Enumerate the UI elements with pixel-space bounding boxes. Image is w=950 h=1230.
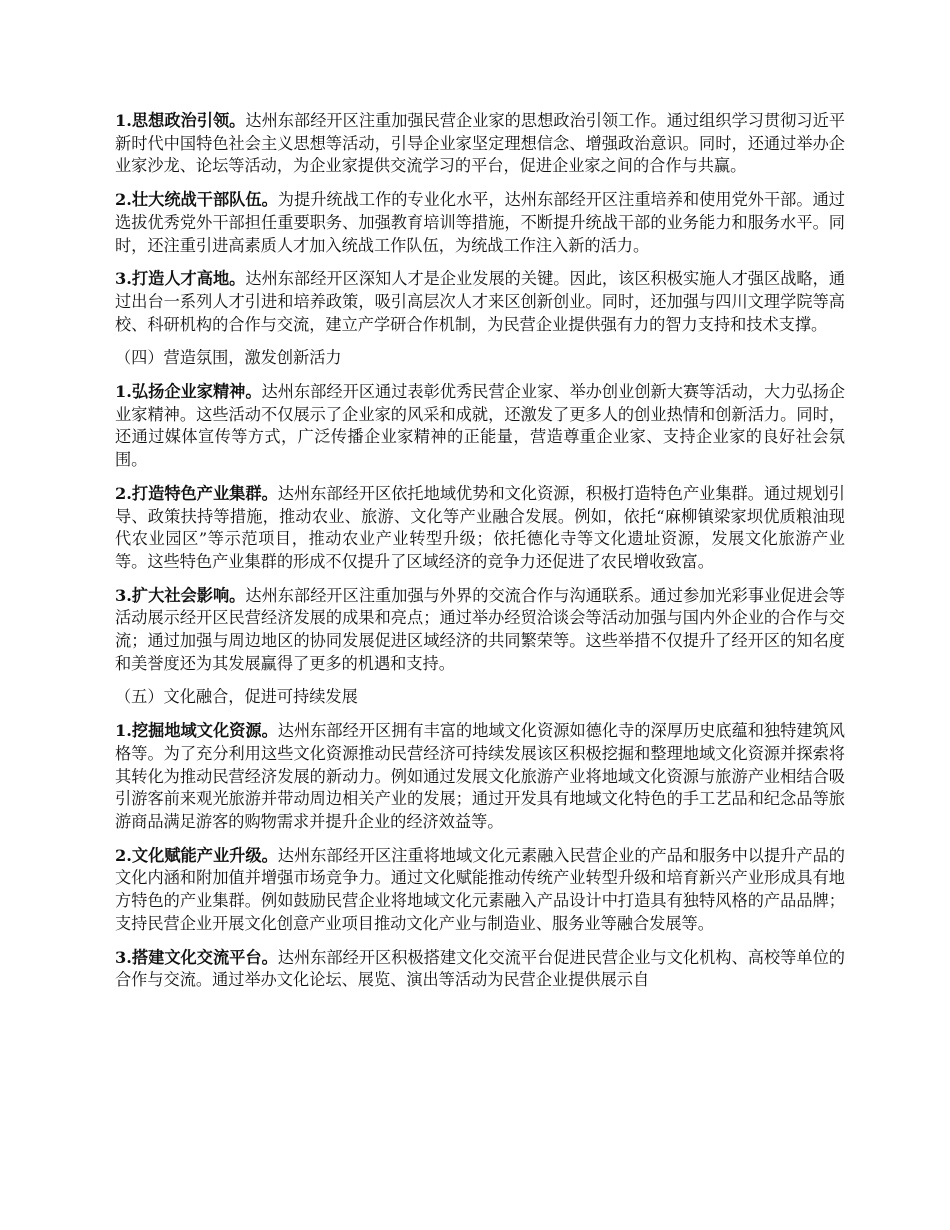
paragraph-text: 达州东部经开区注重将地域文化元素融入民营企业的产品和服务中以提升产品的文化内涵和附加值并增强市场竞争力。通过文化赋能推动传统产业转型升级和培育新兴产业形成具有地方特色的产业集群。例如鼓励民营企业将地域文化元素融入产品设计中打造具有独特风格的产品品牌；支持民营企业开展文化创意产业项目推动文化产业与制造业、服务业等融合发展等。 — [115, 845, 845, 933]
paragraph-entrepreneur-spirit — [115, 381, 845, 472]
paragraph-talent-highland — [115, 268, 845, 336]
paragraph-lead: 2.打造特色产业集群。 — [115, 483, 278, 503]
paragraph-text: 达州东部经开区深知人才是企业发展的关键。因此，该区积极实施人才强区战略，通过出台一系列人才引进和培养政策，吸引高层次人才来区创新创业。同时，还加强与四川文理学院等高校、科研机构的合作与交流，建立产学研合作机制，为民营企业提供强有力的智力支持和技术支撑。 — [115, 269, 846, 334]
paragraph-lead: 2.壮大统战干部队伍。 — [115, 190, 278, 210]
section-heading-4: （四）营造氛围，激发创新活力 — [115, 348, 342, 368]
paragraph-industry-cluster — [115, 483, 845, 574]
paragraph-lead: 1.挖掘地域文化资源。 — [115, 721, 278, 741]
paragraph-text: 达州东部经开区拥有丰富的地域文化资源如德化寺的深厚历史底蕴和独特建筑风格等。为了充分利用这些文化资源推动民营经济可持续发展该区积极挖掘和整理地域文化资源并探索将其转化为推动民营经济发展的新动力。例如通过发展文化旅游产业将地域文化资源与旅游产业相结合吸引游客前来观光旅游并带动周边相关产业的发展；通过开发具有地域文化特色的手工艺品和纪念品等旅游商品满足游客的购物需求并提升企业的经济效益等。 — [115, 721, 845, 831]
paragraph-text: 为提升统战工作的专业化水平，达州东部经开区注重培养和使用党外干部。通过选拔优秀党外干部担任重要职务、加强教育培训等措施，不断提升统战干部的业务能力和服务水平。同时，还注重引进高素质人才加入统战工作队伍，为统战工作注入新的活力。 — [115, 190, 845, 255]
paragraph-text: 达州东部经开区依托地域优势和文化资源，积极打造特色产业集群。通过规划引导、政策扶持等措施，推动农业、旅游、文化等产业融合发展。例如，依托“麻柳镇梁家坝优质粮油现代农业园区”等示范项目，推动农业产业转型升级；依托德化寺等文化遗址资源，发展文化旅游产业等。这些特色产业集群的形成不仅提升了区域经济的竞争力还促进了农民增收致富。 — [115, 483, 845, 571]
paragraph-lead: 1.弘扬企业家精神。 — [115, 382, 262, 402]
paragraph-regional-culture — [115, 720, 845, 834]
paragraph-text: 达州东部经开区注重加强民营企业家的思想政治引领工作。通过组织学习贯彻习近平新时代中国特色社会主义思想等活动，引导企业家坚定理想信念、增强政治意识。同时，还通过举办企业家沙龙、论坛等活动，为企业家提供交流学习的平台，促进企业家之间的合作与共赢。 — [115, 111, 846, 176]
section-heading-5: （五）文化融合，促进可持续发展 — [115, 687, 358, 707]
paragraph-text: 达州东部经开区注重加强与外界的交流合作与沟通联系。通过参加光彩事业促进会等活动展示经开区民营经济发展的成果和亮点；通过举办经贸洽谈会等活动加强与国内外企业的合作与交流；通过加强与周边地区的协同发展促进区域经济的共同繁荣等。这些举措不仅提升了经开区的知名度和美誉度还为其发展赢得了更多的机遇和支持。 — [115, 585, 846, 673]
paragraph-united-front-cadres — [115, 189, 845, 257]
paragraph-social-influence — [115, 585, 845, 676]
paragraph-lead: 2.文化赋能产业升级。 — [115, 845, 278, 865]
paragraph-culture-exchange — [115, 947, 845, 992]
document-body — [115, 110, 845, 1003]
paragraph-culture-empowerment — [115, 845, 845, 936]
paragraph-text: 达州东部经开区积极搭建文化交流平台促进民营企业与文化机构、高校等单位的合作与交流。通过举办文化论坛、展览、演出等活动为民营企业提供展示自 — [115, 947, 845, 990]
paragraph-lead: 3.搭建文化交流平台。 — [115, 947, 278, 967]
paragraph-text: 达州东部经开区通过表彰优秀民营企业家、举办创业创新大赛等活动，大力弘扬企业家精神。这些活动不仅展示了企业家的风采和成就，还激发了更多人的创业热情和创新活力。同时，还通过媒体宣传等方式，广泛传播企业家精神的正能量，营造尊重企业家、支持企业家的良好社会氛围。 — [115, 382, 845, 470]
paragraph-lead: 1.思想政治引领。 — [115, 111, 246, 130]
paragraph-ideological-guidance — [115, 110, 845, 178]
paragraph-lead: 3.扩大社会影响。 — [115, 585, 246, 605]
paragraph-lead: 3.打造人才高地。 — [115, 269, 246, 289]
